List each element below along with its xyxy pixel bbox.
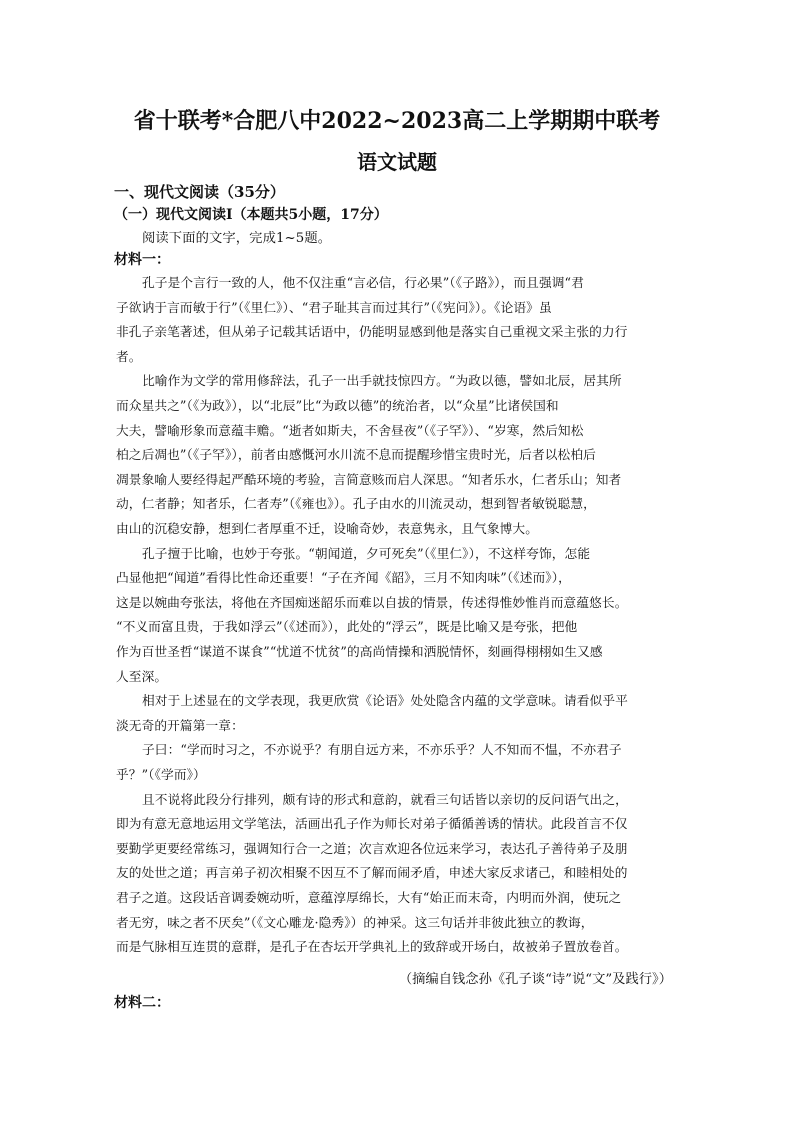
material-two-label: 材料二： — [114, 995, 170, 1011]
body-line: 友的处世之道；再言弟子初次相聚不因互不了解而闹矛盾，申述大家反求诸己，和睦相处的 — [116, 865, 628, 881]
body-line: 相对于上述显在的文学表现，我更欣赏《论语》处处隐含内蕴的文学意味。请看似乎平 — [142, 693, 628, 709]
material-one-label: 材料一： — [114, 252, 170, 268]
body-line: 作为百世圣哲“谋道不谋食”“忧道不忧贫”的高尚情操和洒脱情怀，刻画得栩栩如生又感 — [116, 644, 603, 659]
body-line: 者无穷，味之者不厌矣”（《文心雕龙·隐秀》）的神采。这三句话并非彼此独立的教诲， — [116, 914, 594, 930]
body-line: 比喻作为文学的常用修辞法，孔子一出手就技惊四方。“为政以德，譬如北辰，居其所 — [142, 373, 622, 389]
body-line: 非孔子亲笔著述，但从弟子记载其话语中，仍能明显感到他是落实自己重视文采主张的力行 — [116, 324, 628, 340]
body-line: 柏之后凋也”（《子罕》），前者由感慨河水川流不息而提醒珍惜宝贵时光，后者以松柏后 — [116, 447, 596, 463]
body-line: 淡无奇的开篇第一章： — [116, 717, 244, 733]
body-line: 动，仁者静；知者乐，仁者寿”（《雍也》）。孔子由水的川流灵动，想到智者敏锐聪慧， — [116, 496, 596, 512]
body-line: 凋景象喻人要经得起严酷环境的考验，言简意赅而启人深思。“知者乐水，仁者乐山；知者 — [116, 471, 622, 487]
body-line: 乎？”（《学而》） — [116, 767, 206, 782]
body-line: 且不说将此段分行排列，颇有诗的形式和意韵，就看三句话皆以亲切的反问语气出之， — [142, 791, 628, 807]
body-line: 而是气脉相互连贯的意群，是孔子在杏坛开学典礼上的致辞或开场白，故被弟子置放卷首。 — [116, 939, 628, 955]
part-heading: （一）现代文阅读Ⅰ（本题共5小题，17分） — [114, 207, 388, 223]
exam-title: 省十联考*合肥八中2022~2023高二上学期期中联考 — [133, 108, 661, 134]
body-line: “不义而富且贵，于我如浮云”（《述而》），此处的“浮云”，既是比喻又是夸张，把他 — [116, 619, 578, 635]
body-line: 子曰：“学而时习之，不亦说乎？有朋自远方来，不亦乐乎？人不知而不愠，不亦君子 — [142, 742, 622, 758]
body-line: 君子之道。这段话音调委婉动听，意蕴淳厚绵长，大有“始正而末奇，内明而外润，使玩之 — [116, 890, 622, 905]
body-line: 即为有意无意地运用文学笔法，活画出孔子作为师长对弟子循循善诱的情状。此段首言不仅 — [116, 816, 628, 832]
section-heading: 一、现代文阅读（35分） — [114, 183, 285, 201]
body-line: 者。 — [116, 348, 142, 364]
body-line: 孔子擅于比喻，也妙于夸张。“朝闻道，夕可死矣”（《里仁》），不这样夸饰，怎能 — [142, 545, 591, 561]
body-line: 这是以婉曲夸张法，将他在齐国痴迷韶乐而难以自拔的情景，传述得惟妙惟肖而意蕴悠长。 — [116, 594, 628, 610]
body-line: 子欲讷于言而敏于行”（《里仁》）、“君子耻其言而过其行”（《宪问》）。《论语》虽 — [116, 299, 552, 315]
exam-subtitle: 语文试题 — [357, 150, 437, 174]
body-line: 孔子是个言行一致的人，他不仅注重“言必信，行必果”（《子路》），而且强调“君 — [142, 275, 584, 290]
reading-instruction: 阅读下面的文字，完成1~5题。 — [142, 231, 332, 246]
body-line: 大夫，譬喻形象而意蕴丰赡。“逝者如斯夫，不舍昼夜”（《子罕》）、“岁寒，然后知松 — [116, 422, 584, 438]
material-one-source: （摘编自钱念孙《孔子谈“诗”说“文”及践行》） — [398, 972, 672, 987]
body-line: 而众星共之”（《为政》），以“北辰”比“为政以德”的统治者，以“众星”比诸侯国和 — [116, 398, 559, 413]
body-line: 人至深。 — [116, 668, 168, 684]
body-line: 要勤学更要经常练习，强调知行合一之道；次言欢迎各位远来学习，表达孔子善待弟子及朋 — [116, 840, 628, 856]
body-line: 由山的沉稳安静，想到仁者厚重不迁，设喻奇妙，表意隽永，且气象博大。 — [116, 521, 538, 536]
body-line: 凸显他把“闻道”看得比性命还重要！“子在齐闻《韶》，三月不知肉味”（《述而》）， — [116, 570, 571, 586]
